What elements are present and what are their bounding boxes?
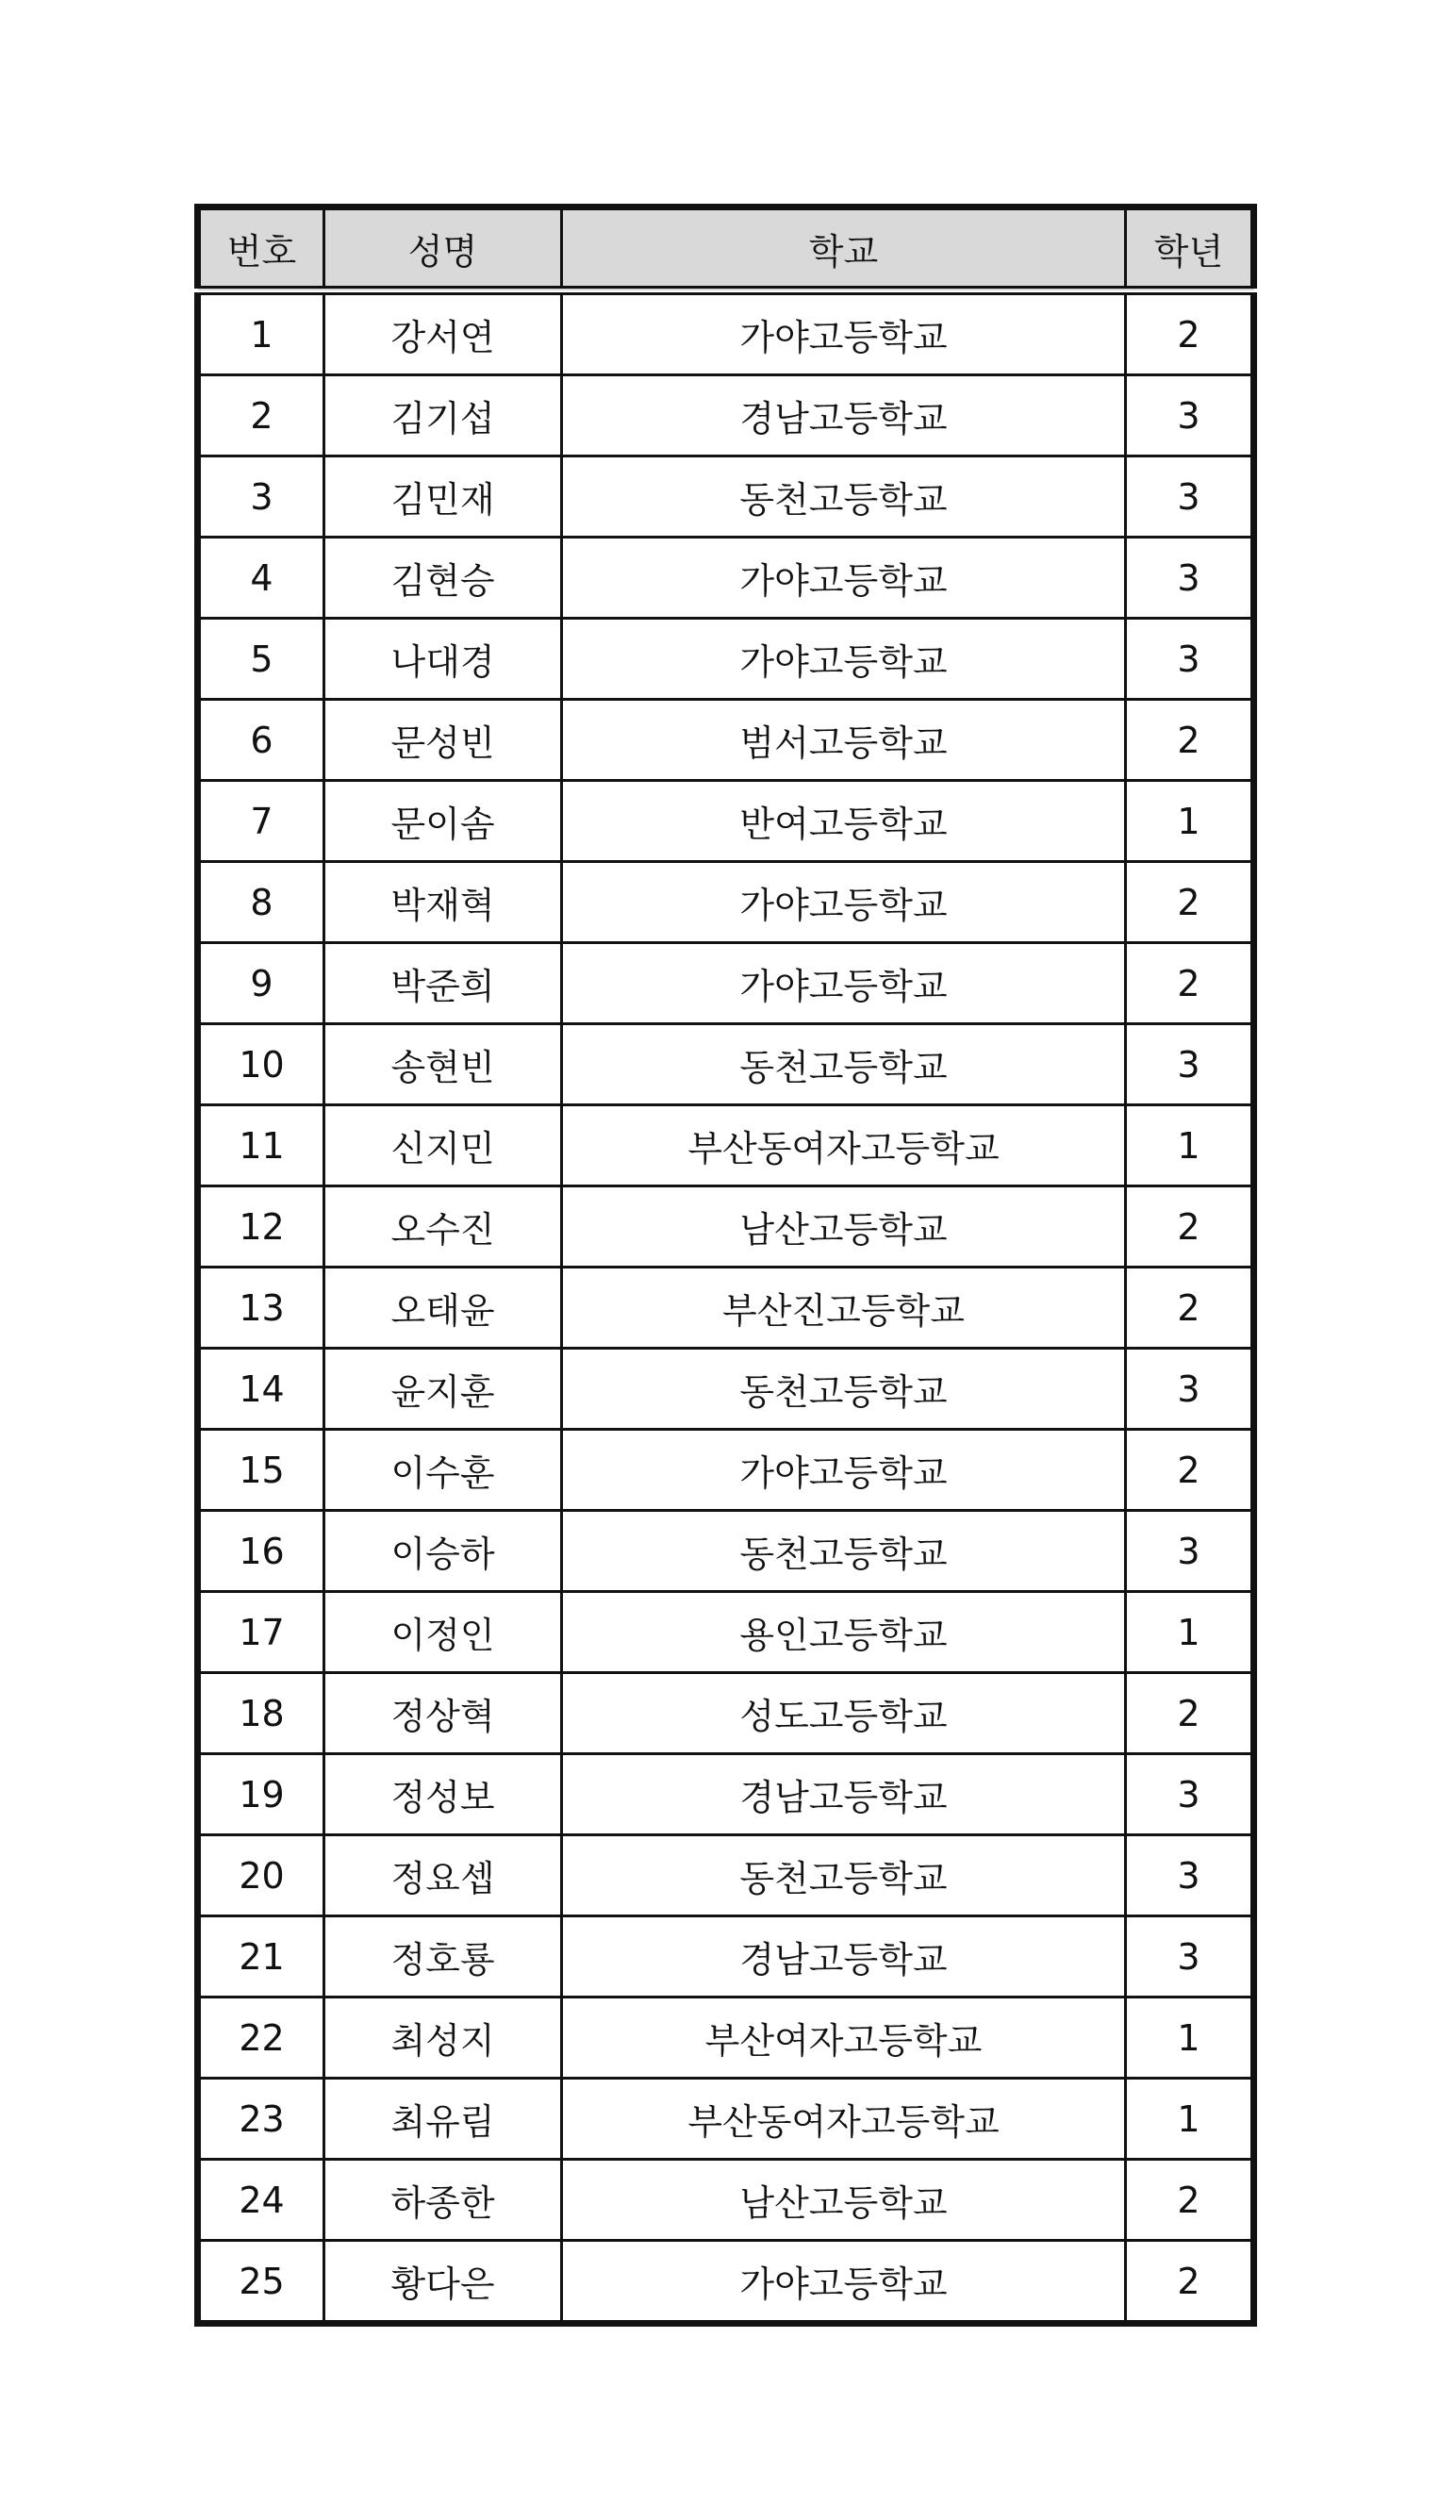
cell-name: 박재혁 <box>324 862 562 943</box>
header-number: 번호 <box>198 207 324 291</box>
table-row <box>198 1349 1254 1430</box>
cell-number: 15 <box>198 1430 324 1511</box>
table-row <box>198 1754 1254 1835</box>
cell-grade: 3 <box>1126 538 1254 619</box>
student-roster-table <box>194 204 1257 2327</box>
cell-name: 이정인 <box>324 1592 562 1673</box>
cell-grade: 3 <box>1126 1835 1254 1916</box>
cell-school: 부산진고등학교 <box>562 1268 1126 1349</box>
cell-number: 5 <box>198 619 324 700</box>
cell-number: 22 <box>198 1998 324 2079</box>
cell-school: 경남고등학교 <box>562 375 1126 456</box>
cell-number: 7 <box>198 781 324 862</box>
cell-grade: 2 <box>1126 1673 1254 1754</box>
cell-grade: 3 <box>1126 619 1254 700</box>
header-row <box>198 207 1254 291</box>
cell-number: 9 <box>198 943 324 1024</box>
cell-name: 정상혁 <box>324 1673 562 1754</box>
cell-number: 11 <box>198 1105 324 1186</box>
cell-grade: 3 <box>1126 1511 1254 1592</box>
cell-grade: 2 <box>1126 2160 1254 2241</box>
table-row <box>198 290 1254 375</box>
table-row <box>198 1916 1254 1998</box>
cell-school: 동천고등학교 <box>562 1511 1126 1592</box>
cell-number: 13 <box>198 1268 324 1349</box>
cell-name: 김현승 <box>324 538 562 619</box>
table-row <box>198 2160 1254 2241</box>
cell-school: 성도고등학교 <box>562 1673 1126 1754</box>
cell-school: 부산여자고등학교 <box>562 1998 1126 2079</box>
table-row <box>198 2241 1254 2324</box>
cell-name: 이수훈 <box>324 1430 562 1511</box>
cell-grade: 3 <box>1126 1754 1254 1835</box>
cell-number: 17 <box>198 1592 324 1673</box>
table-row <box>198 375 1254 456</box>
cell-school: 동천고등학교 <box>562 1024 1126 1105</box>
table-row <box>198 781 1254 862</box>
cell-grade: 2 <box>1126 862 1254 943</box>
cell-school: 경남고등학교 <box>562 1916 1126 1998</box>
cell-number: 23 <box>198 2079 324 2160</box>
cell-grade: 3 <box>1126 1349 1254 1430</box>
table-row <box>198 1835 1254 1916</box>
cell-number: 2 <box>198 375 324 456</box>
table-row <box>198 1105 1254 1186</box>
cell-number: 3 <box>198 456 324 538</box>
cell-grade: 3 <box>1126 1916 1254 1998</box>
header-school: 학교 <box>562 207 1126 291</box>
cell-school: 가야고등학교 <box>562 538 1126 619</box>
cell-school: 가야고등학교 <box>562 619 1126 700</box>
cell-grade: 3 <box>1126 456 1254 538</box>
cell-name: 박준희 <box>324 943 562 1024</box>
table-row <box>198 1268 1254 1349</box>
cell-grade: 2 <box>1126 1186 1254 1268</box>
cell-grade: 2 <box>1126 1268 1254 1349</box>
cell-number: 25 <box>198 2241 324 2324</box>
table-row <box>198 700 1254 781</box>
cell-number: 24 <box>198 2160 324 2241</box>
table-row <box>198 1592 1254 1673</box>
cell-name: 황다은 <box>324 2241 562 2324</box>
cell-grade: 1 <box>1126 2079 1254 2160</box>
table-body <box>198 290 1254 2324</box>
table-row <box>198 2079 1254 2160</box>
cell-name: 오태윤 <box>324 1268 562 1349</box>
cell-grade: 3 <box>1126 375 1254 456</box>
cell-number: 4 <box>198 538 324 619</box>
cell-name: 정호룡 <box>324 1916 562 1998</box>
cell-number: 20 <box>198 1835 324 1916</box>
cell-number: 10 <box>198 1024 324 1105</box>
table-row <box>198 1511 1254 1592</box>
cell-number: 21 <box>198 1916 324 1998</box>
table-row <box>198 862 1254 943</box>
cell-name: 김기섭 <box>324 375 562 456</box>
cell-grade: 2 <box>1126 700 1254 781</box>
cell-name: 최성지 <box>324 1998 562 2079</box>
cell-name: 정성보 <box>324 1754 562 1835</box>
cell-school: 경남고등학교 <box>562 1754 1126 1835</box>
cell-name: 문성빈 <box>324 700 562 781</box>
cell-name: 윤지훈 <box>324 1349 562 1430</box>
table-row <box>198 1998 1254 2079</box>
cell-name: 최유림 <box>324 2079 562 2160</box>
header-grade: 학년 <box>1126 207 1254 291</box>
header-name: 성명 <box>324 207 562 291</box>
cell-number: 18 <box>198 1673 324 1754</box>
cell-grade: 2 <box>1126 290 1254 375</box>
cell-name: 오수진 <box>324 1186 562 1268</box>
cell-school: 남산고등학교 <box>562 2160 1126 2241</box>
cell-grade: 1 <box>1126 1105 1254 1186</box>
cell-name: 문이솜 <box>324 781 562 862</box>
table-row <box>198 1024 1254 1105</box>
table-row <box>198 538 1254 619</box>
table-row <box>198 943 1254 1024</box>
table-row <box>198 1673 1254 1754</box>
cell-number: 8 <box>198 862 324 943</box>
cell-grade: 3 <box>1126 1024 1254 1105</box>
cell-school: 범서고등학교 <box>562 700 1126 781</box>
cell-grade: 1 <box>1126 1592 1254 1673</box>
cell-number: 14 <box>198 1349 324 1430</box>
table-row <box>198 619 1254 700</box>
cell-school: 부산동여자고등학교 <box>562 2079 1126 2160</box>
cell-name: 나대경 <box>324 619 562 700</box>
cell-name: 신지민 <box>324 1105 562 1186</box>
cell-number: 16 <box>198 1511 324 1592</box>
cell-school: 남산고등학교 <box>562 1186 1126 1268</box>
cell-school: 가야고등학교 <box>562 1430 1126 1511</box>
cell-number: 6 <box>198 700 324 781</box>
cell-school: 동천고등학교 <box>562 1349 1126 1430</box>
cell-school: 반여고등학교 <box>562 781 1126 862</box>
cell-name: 이승하 <box>324 1511 562 1592</box>
cell-school: 부산동여자고등학교 <box>562 1105 1126 1186</box>
cell-number: 12 <box>198 1186 324 1268</box>
cell-number: 1 <box>198 290 324 375</box>
cell-name: 강서연 <box>324 290 562 375</box>
cell-name: 김민재 <box>324 456 562 538</box>
cell-school: 동천고등학교 <box>562 456 1126 538</box>
cell-school: 가야고등학교 <box>562 943 1126 1024</box>
table-row <box>198 1186 1254 1268</box>
table-row <box>198 1430 1254 1511</box>
cell-grade: 2 <box>1126 1430 1254 1511</box>
cell-grade: 2 <box>1126 943 1254 1024</box>
table-header <box>198 207 1254 291</box>
cell-school: 가야고등학교 <box>562 2241 1126 2324</box>
cell-name: 정요셉 <box>324 1835 562 1916</box>
cell-grade: 1 <box>1126 1998 1254 2079</box>
table-row <box>198 456 1254 538</box>
cell-grade: 2 <box>1126 2241 1254 2324</box>
cell-school: 가야고등학교 <box>562 290 1126 375</box>
cell-name: 송현빈 <box>324 1024 562 1105</box>
cell-name: 하종한 <box>324 2160 562 2241</box>
cell-school: 용인고등학교 <box>562 1592 1126 1673</box>
cell-school: 가야고등학교 <box>562 862 1126 943</box>
cell-number: 19 <box>198 1754 324 1835</box>
cell-school: 동천고등학교 <box>562 1835 1126 1916</box>
cell-grade: 1 <box>1126 781 1254 862</box>
